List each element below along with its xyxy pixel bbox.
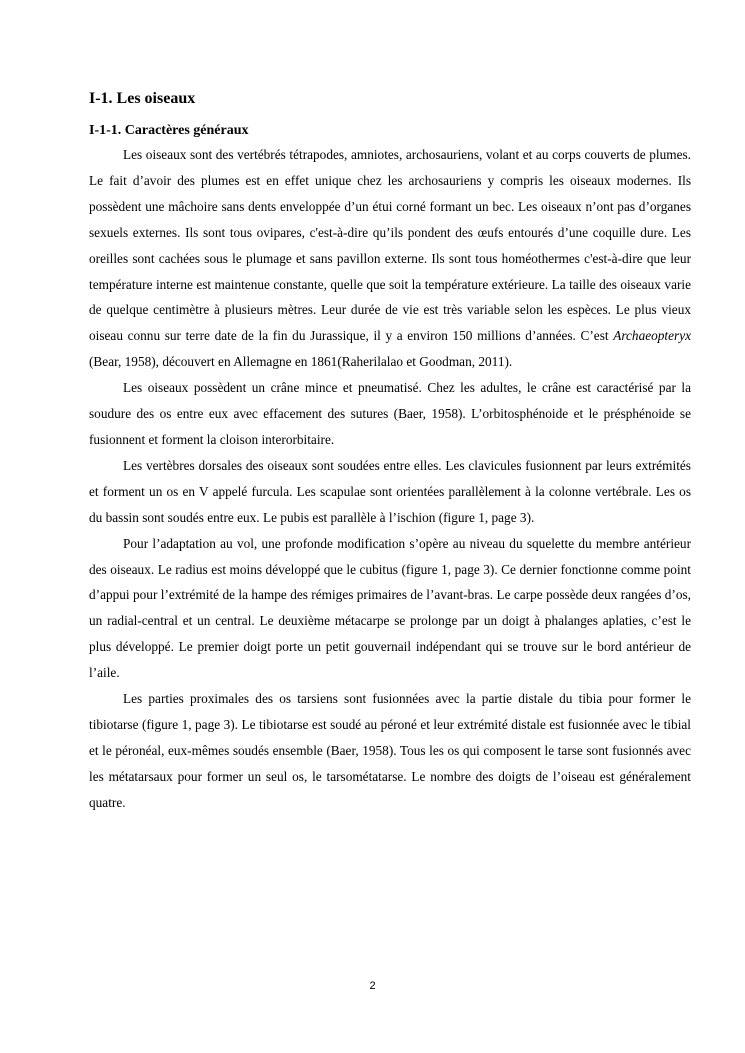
paragraph-5: Les parties proximales des os tarsiens sont fusionnées avec la partie distale du tibia pour former le tibiotarse (figure 1, page 3). Le tibiotarse est soudé au péroné et leur extrémité distale est fusionnée avec le tibial et le péronéal, eux-mêmes soudés ensemble (Baer, 1958). Tous les os qui composent le tarse sont fusionnés avec les métatarsaux pour former un seul os, le tarsométatarse. Le nombre des doigts de l’oiseau est généralement quatre. bbox=[89, 691, 691, 810]
paragraph-1-italic-term: Archaeopteryx bbox=[613, 328, 691, 344]
page-content bbox=[89, 88, 691, 816]
subsection-heading: I-1-1. Caractères généraux bbox=[89, 123, 249, 138]
page-number: 2 bbox=[369, 980, 376, 992]
paragraph-3: Les vertèbres dorsales des oiseaux sont soudées entre elles. Les clavicules fusionnent par leurs extrémités et forment un os en V appelé furcula. Les scapulae sont orientées parallèlement à la colonne vertébrale. Les os du bassin sont soudés entre eux. Le pubis est parallèle à l’ischion (figure 1, page 3). bbox=[89, 457, 691, 525]
section-heading: I-1. Les oiseaux bbox=[89, 90, 196, 107]
paragraph-1-text: Les oiseaux sont des vertébrés tétrapodes, amniotes, archosauriens, volant et au corps couverts de plumes. Le fait d’avoir des plumes est en effet unique chez les archosauriens y compris les oiseaux modernes. Ils possèdent une mâchoire sans dents enveloppée d’un étui corné formant un bec. Les oiseaux n’ont pas d’organes sexuels externes. Ils sont tous ovipares, c'est-à-dire qu’ils pondent des œufs entourés d’une coquille dure. Les oreilles sont cachées sous le plumage et sans pavillon externe. Ils sont tous homéothermes c'est-à-dire que leur température interne est maintenue constante, quelle que soit la température extérieure. La taille des oiseaux varie de quelque centimètre à plusieurs mètres. Leur durée de vie est très variable selon les espèces. Le plus vieux oiseau connu sur terre date de la fin du Jurassique, il y a environ 150 millions d’années. C’est bbox=[89, 147, 691, 344]
paragraph-2: Les oiseaux possèdent un crâne mince et pneumatisé. Chez les adultes, le crâne est caractérisé par la soudure des os entre eux avec effacement des sutures (Baer, 1958). L’orbitosphénoide et le présphénoide se fusionnent et forment la cloison interorbitaire. bbox=[89, 380, 691, 447]
paragraph-4: Pour l’adaptation au vol, une profonde modification s’opère au niveau du squelette du membre antérieur des oiseaux. Le radius est moins développé que le cubitus (figure 1, page 3). Ce dernier fonctionne comme point d’appui pour l’extrémité de la hampe des rémiges primaires de l’avant-bras. Le carpe possède deux rangées d’os, un radial-central et un central. Le deuxième métacarpe se prolonge par un doigt à phalanges aplaties, c’est le plus développé. Le premier doigt porte un petit gouvernail indépendant qui se trouve sur le bord antérieur de l’aile. bbox=[89, 535, 691, 681]
paragraph-1-citation: (Bear, 1958), découvert en Allemagne en 1861(Raherilalao et Goodman, 2011). bbox=[89, 354, 513, 370]
paragraph-1 bbox=[89, 142, 691, 375]
